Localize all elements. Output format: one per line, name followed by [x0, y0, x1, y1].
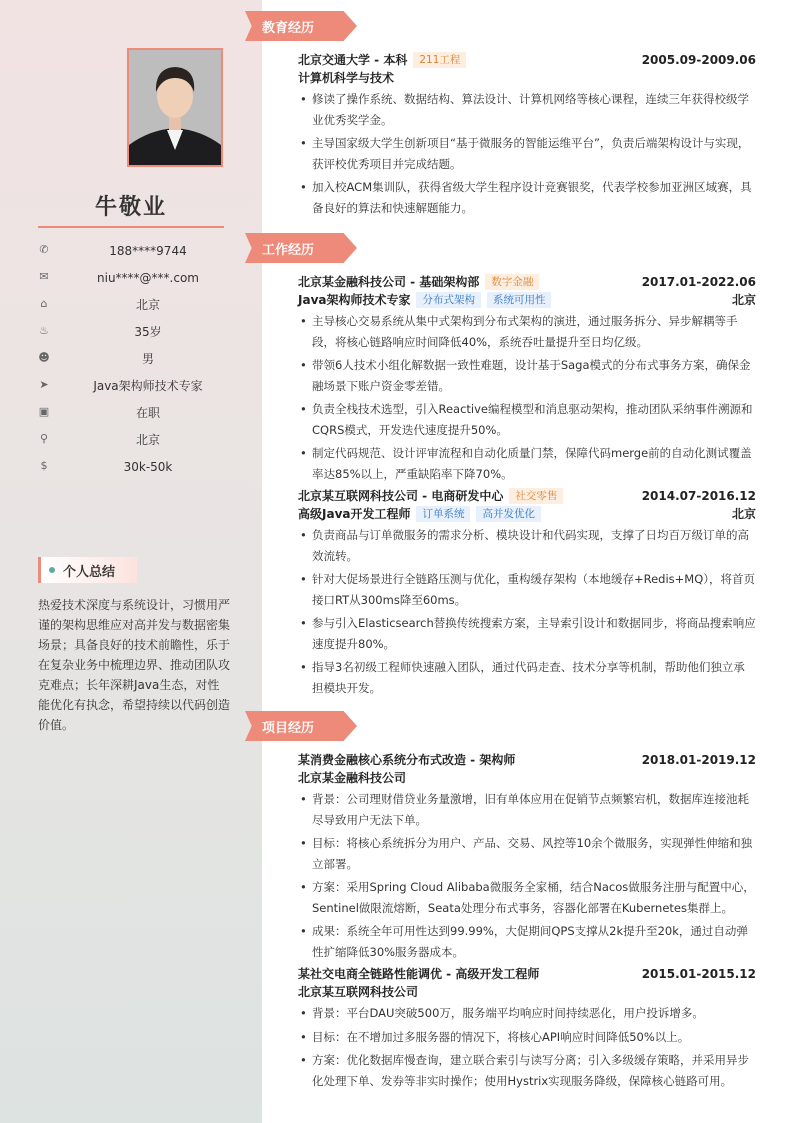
project-header — [298, 965, 756, 983]
company-name: 北京某互联网科技公司 - 电商研发中心 — [298, 489, 504, 503]
info-row — [38, 404, 238, 424]
info-text: 北京 — [135, 433, 160, 447]
money-icon: $ — [40, 459, 48, 472]
work-bullet: • 带领6人技术小组化解数据一致性难题，设计基于Saga模式的分布式事务方案，确保金融场景下账户资金零差错。 — [298, 355, 756, 396]
info-row — [38, 269, 238, 289]
project-bullet: • 方案：优化数据库慢查询，建立联合索引与读写分离；引入多级缓存策略，并采用异步化处理下单、发券等非实时操作；使用Hystrix实现服务降级，保障核心链路可用。 — [298, 1050, 756, 1091]
info-text: 北京 — [135, 298, 160, 312]
candidate-name: 牛敬业 — [94, 195, 167, 220]
position-row — [298, 291, 756, 309]
project-date: 2015.01-2015.12 — [641, 967, 756, 981]
work-bullets — [298, 525, 756, 698]
avatar-portrait — [129, 50, 221, 165]
school-name: 北京交通大学 - 本科 — [298, 53, 408, 67]
project-header — [298, 751, 756, 769]
info-row — [38, 431, 238, 451]
section-project-heading — [245, 711, 357, 741]
info-row — [38, 242, 238, 262]
info-row — [38, 458, 238, 478]
major: 计算机科学与技术 — [298, 71, 395, 85]
smile-icon: ☻ — [38, 351, 50, 364]
position-title: Java架构师技术专家 — [298, 293, 411, 307]
home-icon: ⌂ — [40, 297, 48, 310]
info-row — [38, 323, 238, 343]
industry-tag: 数字金融 — [485, 274, 539, 290]
summary-heading — [38, 557, 137, 583]
summary-text: 热爱技术深度与系统设计，习惯用严谨的架构思维应对高并发与数据密集场景；具备良好的技术前瞻性，乐于在复杂业务中梳理边界、推动团队攻克难点；长年深耕Java生态，对性能优化有执念，希望持续以代码创造价值。 — [38, 598, 231, 732]
avatar — [127, 48, 223, 167]
work-entry — [298, 487, 756, 698]
work-list — [298, 273, 756, 701]
project-company: 北京某金融科技公司 — [298, 771, 407, 785]
project-bullets — [298, 789, 756, 962]
work-bullet: • 负责全栈技术选型，引入Reactive编程模型和消息驱动架构，推动团队采纳事件溯源和CQRS模式，开发迭代速度提升50%。 — [298, 399, 756, 440]
send-icon: ➤ — [39, 378, 49, 391]
name-divider — [38, 226, 224, 228]
info-text: 男 — [141, 352, 154, 366]
briefcase-icon: ▣ — [38, 405, 50, 418]
info-text: Java架构师技术专家 — [93, 379, 203, 393]
info-text: 30k-50k — [123, 460, 173, 474]
work-bullets — [298, 311, 756, 484]
education-block — [298, 51, 756, 221]
project-company: 北京某互联网科技公司 — [298, 985, 419, 999]
school-tag: 211工程 — [413, 52, 466, 68]
info-row — [38, 296, 238, 316]
project-list — [298, 751, 756, 1094]
info-text: niu****@***.com — [97, 271, 199, 285]
company-name: 北京某金融科技公司 - 基础架构部 — [298, 275, 480, 289]
project-bullet: • 成果：系统全年可用性达到99.99%，大促期间QPS支撑从2k提升至20k，通过自动弹性扩缩降低30%服务器成本。 — [298, 921, 756, 962]
work-date: 2014.07-2016.12 — [641, 489, 756, 503]
project-bullet: • 目标：在不增加过多服务器的情况下，将核心API响应时间降低50%以上。 — [298, 1027, 756, 1048]
education-header — [298, 51, 756, 69]
mail-icon: ✉ — [39, 270, 49, 283]
work-bullet: • 针对大促场景进行全链路压测与优化，重构缓存架构（本地缓存+Redis+MQ），将首页接口RT从300ms降至60ms。 — [298, 569, 756, 610]
project-title: 某社交电商全链路性能调优 - 高级开发工程师 — [298, 967, 540, 981]
summary-dot-icon — [49, 567, 55, 573]
skill-tag: 分布式架构 — [416, 292, 481, 308]
position-row — [298, 505, 756, 523]
education-bullet: • 加入校ACM集训队，获得省级大学生程序设计竞赛银奖，代表学校参加亚洲区域赛，具备良好的算法和快速解题能力。 — [298, 177, 756, 218]
project-title: 某消费金融核心系统分布式改造 - 架构师 — [298, 753, 516, 767]
industry-tag: 社交零售 — [509, 488, 563, 504]
education-bullet: • 修读了操作系统、数据结构、算法设计、计算机网络等核心课程，连续三年获得校级学业优秀奖学金。 — [298, 89, 756, 130]
work-entry — [298, 273, 756, 484]
work-bullet: • 指导3名初级工程师快速融入团队，通过代码走查、技术分享等机制，帮助他们独立承担模块开发。 — [298, 657, 756, 698]
work-city: 北京 — [731, 293, 756, 307]
work-header — [298, 273, 756, 291]
project-bullet: • 方案：采用Spring Cloud Alibaba微服务全家桶，结合Nacos做服务注册与配置中心，Sentinel做限流熔断，Seata处理分布式事务，容器化部署在Kubernetes集群上。 — [298, 877, 756, 918]
project-bullets — [298, 1003, 756, 1091]
summary-title: 个人总结 — [63, 565, 116, 580]
project-date: 2018.01-2019.12 — [641, 753, 756, 767]
info-text: 188****9744 — [109, 244, 187, 258]
work-bullet: • 负责商品与订单微服务的需求分析、模块设计和代码实现，支撑了日均百万级订单的高效流转。 — [298, 525, 756, 566]
education-bullet: • 主导国家级大学生创新项目“基于微服务的智能运维平台”，负责后端架构设计与实现，获评校优秀项目并完成结题。 — [298, 133, 756, 174]
education-date: 2005.09-2009.06 — [641, 53, 756, 67]
position-title: 高级Java开发工程师 — [298, 507, 411, 521]
work-bullet: • 参与引入Elasticsearch替换传统搜索方案，主导索引设计和数据同步，将商品搜索响应速度提升80%。 — [298, 613, 756, 654]
section-title: 工作经历 — [262, 243, 315, 258]
phone-icon: ✆ — [39, 243, 49, 256]
sidebar — [0, 0, 262, 1123]
location-icon: ⚲ — [39, 432, 49, 445]
work-bullet: • 制定代码规范、设计评审流程和自动化质量门禁，保障代码merge前的自动化测试覆盖率达85%以上，严重缺陷率下降70%。 — [298, 443, 756, 484]
skill-tag: 订单系统 — [416, 506, 470, 522]
cake-icon: ♨ — [39, 324, 49, 337]
work-date: 2017.01-2022.06 — [641, 275, 756, 289]
skill-tag: 系统可用性 — [487, 292, 552, 308]
work-bullet: • 主导核心交易系统从集中式架构到分布式架构的演进，通过服务拆分、异步解耦等手段，将核心链路响应时间降低40%，系统吞吐量提升至日均亿级。 — [298, 311, 756, 352]
section-title: 教育经历 — [262, 21, 315, 36]
info-text: 35岁 — [134, 325, 162, 339]
education-bullets — [298, 89, 756, 218]
work-city: 北京 — [731, 507, 756, 521]
info-text: 在职 — [135, 406, 160, 420]
project-entry — [298, 751, 756, 962]
project-entry — [298, 965, 756, 1091]
section-work-heading — [245, 233, 357, 263]
work-header — [298, 487, 756, 505]
info-row — [38, 350, 238, 370]
project-bullet: • 目标：将核心系统拆分为用户、产品、交易、风控等10余个微服务，实现弹性伸缩和独立部署。 — [298, 833, 756, 874]
info-row — [38, 377, 238, 397]
project-bullet: • 背景：公司理财借贷业务量激增，旧有单体应用在促销节点频繁宕机，数据库连接池耗尽导致用户无法下单。 — [298, 789, 756, 830]
skill-tag: 高并发优化 — [476, 506, 541, 522]
project-bullet: • 背景：平台DAU突破500万，服务端平均响应时间持续恶化，用户投诉增多。 — [298, 1003, 756, 1024]
section-title: 项目经历 — [262, 721, 315, 736]
section-education-heading — [245, 11, 357, 41]
